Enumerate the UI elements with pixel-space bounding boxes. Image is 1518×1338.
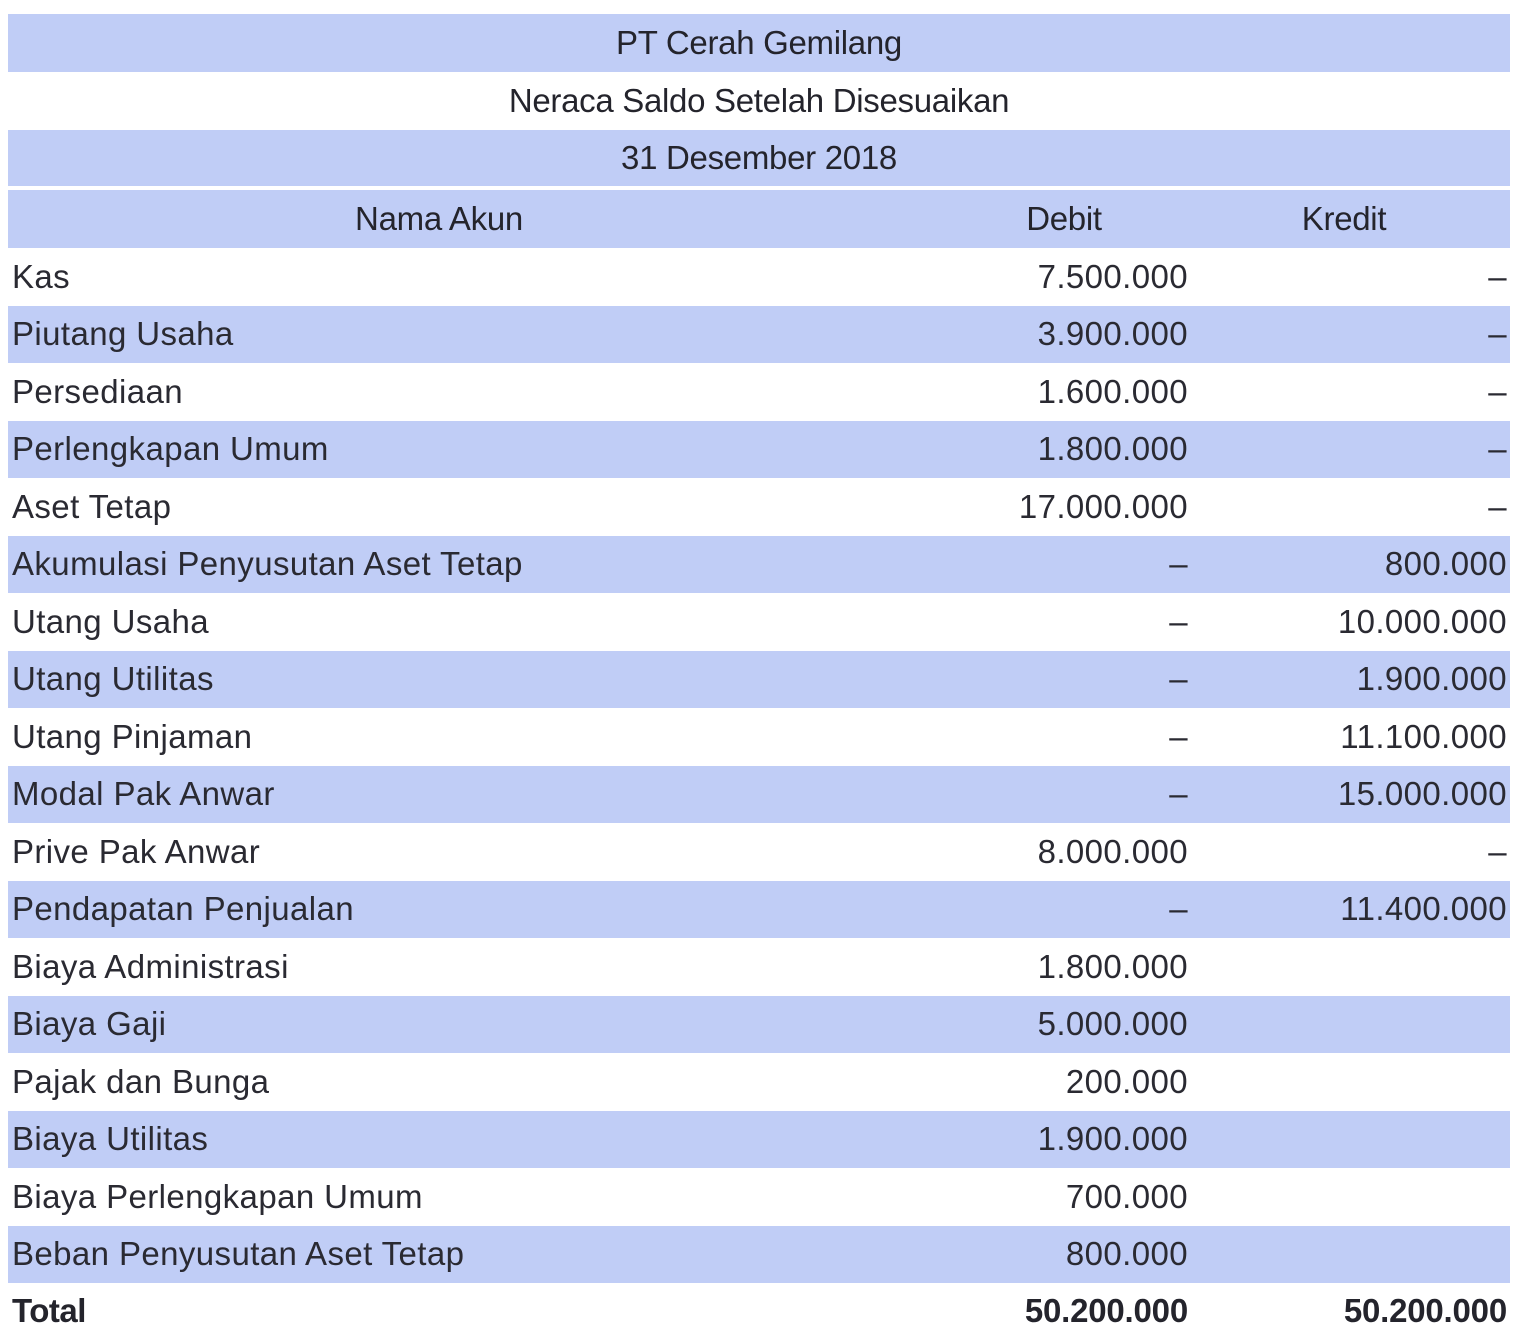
table-row [8,1226,1510,1284]
debit-value: – [1169,890,1188,928]
account-name: Biaya Utilitas [12,1120,209,1158]
debit-value: – [1169,717,1188,755]
table-row [8,421,1510,479]
table-row [8,881,1510,939]
account-name: Pendapatan Penjualan [12,890,354,928]
debit-value: 8.000.000 [1037,832,1188,870]
debit-value: – [1169,545,1188,583]
table-row [8,996,1510,1054]
total-row [8,1283,1510,1338]
account-name: Utang Pinjaman [12,717,253,755]
account-name: Akumulasi Penyusutan Aset Tetap [12,545,523,583]
table-row [8,766,1510,824]
account-name: Utang Usaha [12,602,210,640]
table-row [8,478,1510,536]
debit-value: 200.000 [1065,1062,1188,1100]
debit-value: 1.600.000 [1037,372,1188,410]
document-date: 31 Desember 2018 [8,130,1510,186]
total-label: Total [12,1291,86,1329]
total-kredit: 50.200.000 [1343,1291,1507,1329]
table-header [8,190,1510,248]
debit-value: – [1169,660,1188,698]
debit-value: – [1169,775,1188,813]
table-row [8,651,1510,709]
document-title: Neraca Saldo Setelah Disesuaikan [8,72,1510,130]
account-name: Persediaan [12,372,183,410]
table-row [8,248,1510,306]
account-name: Biaya Administrasi [12,947,289,985]
kredit-value: – [1488,832,1507,870]
kredit-value: 15.000.000 [1337,775,1507,813]
debit-value: 17.000.000 [1018,487,1188,525]
account-name: Biaya Perlengkapan Umum [12,1177,423,1215]
kredit-value: – [1488,315,1507,353]
kredit-value: – [1488,372,1507,410]
table-row [8,593,1510,651]
account-name: Aset Tetap [12,487,172,525]
header-kredit: Kredit [1301,200,1387,237]
debit-value: 1.800.000 [1037,947,1188,985]
table-row [8,1111,1510,1169]
debit-value: 7.500.000 [1037,257,1188,295]
table-body [8,248,1510,1338]
account-name: Prive Pak Anwar [12,832,261,870]
kredit-value: – [1488,487,1507,525]
company-name: PT Cerah Gemilang [8,14,1510,72]
header-debit: Debit [1026,200,1102,237]
table-row [8,536,1510,594]
account-name: Modal Pak Anwar [12,775,275,813]
account-name: Biaya Gaji [12,1005,167,1043]
trial-balance-sheet [8,14,1510,1338]
account-name: Piutang Usaha [12,315,234,353]
table-row [8,363,1510,421]
table-row [8,1053,1510,1111]
debit-value: 3.900.000 [1037,315,1188,353]
kredit-value: 11.400.000 [1340,890,1507,928]
kredit-value: 800.000 [1384,545,1507,583]
kredit-value: 10.000.000 [1337,602,1507,640]
debit-value: 1.800.000 [1037,430,1188,468]
header-account-name: Nama Akun [355,200,523,237]
debit-value: 800.000 [1065,1235,1188,1273]
table-row [8,306,1510,364]
account-name: Beban Penyusutan Aset Tetap [12,1235,465,1273]
debit-value: – [1169,602,1188,640]
table-row [8,1168,1510,1226]
table-row [8,823,1510,881]
account-name: Pajak dan Bunga [12,1062,270,1100]
kredit-value: – [1488,430,1507,468]
debit-value: 5.000.000 [1037,1005,1188,1043]
kredit-value: 1.900.000 [1356,660,1507,698]
account-name: Utang Utilitas [12,660,214,698]
table-row [8,938,1510,996]
account-name: Kas [12,257,71,295]
total-debit: 50.200.000 [1024,1291,1188,1329]
debit-value: 1.900.000 [1037,1120,1188,1158]
account-name: Perlengkapan Umum [12,430,329,468]
kredit-value: 11.100.000 [1340,717,1507,755]
table-row [8,708,1510,766]
kredit-value: – [1488,257,1507,295]
debit-value: 700.000 [1065,1177,1188,1215]
